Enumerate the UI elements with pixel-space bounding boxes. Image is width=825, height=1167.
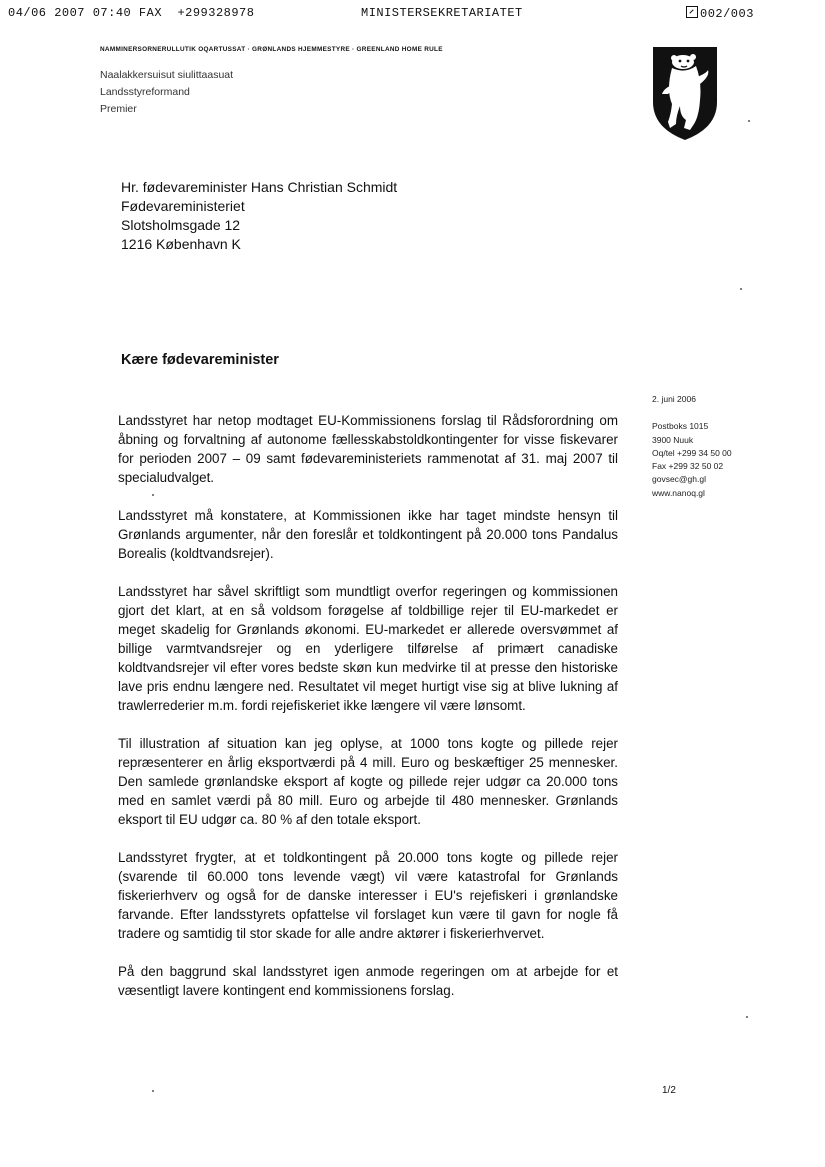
contact-city: 3900 Nuuk xyxy=(652,434,694,445)
body-paragraph: Til illustration af situation kan jeg oplyse, at 1000 tons kogte og pillede rejer repræsenterer en årlig eksportværdi på 4 mill. Euro og beskæftiger 25 mennesker. Den samlede grønlandske eksport af kogte og pillede rejer udgør ca 20.000 tons med en samlet værdi på 80 mill. Euro og arbejde til 480 mennesker. Grønlands eksport til EU udgør ca. 80 % af den totale eksport. xyxy=(118,736,618,827)
recipient-ministry: Fødevareministeriet xyxy=(121,198,245,214)
recipient-name: Hr. fødevareminister Hans Christian Schmidt xyxy=(121,179,398,195)
letter-date: 2. juni 2006 xyxy=(652,394,696,404)
contact-block xyxy=(652,420,732,500)
contact-phone: Oq/tel +299 34 50 00 xyxy=(652,447,732,458)
polar-bear-coat-of-arms-icon xyxy=(650,44,720,142)
organization-name: NAMMINERSORNERULLUTIK OQARTUSSAT · GRØNLANDS HJEMMESTYRE · GREENLAND HOME RULE xyxy=(100,46,443,53)
letter-body xyxy=(118,411,618,1019)
recipient-address xyxy=(121,178,397,254)
body-paragraph: Landsstyret har netop modtaget EU-Kommissionens forslag til Rådsforordning om åbning og forvaltning af autonome fællesskabstoldkontingenter for visse fiskevarer for perioden 2007 – 09 samt fødevareministeriets rammenotat af 31. maj 2007 til specialudvalget. xyxy=(118,413,618,485)
scan-speck xyxy=(746,1016,748,1018)
contact-email: govsec@gh.gl xyxy=(652,474,706,485)
fax-header xyxy=(0,6,825,22)
scan-speck xyxy=(740,288,742,290)
fax-datetime: 04/06 2007 07:40 FAX +299328978 xyxy=(8,6,255,20)
fax-checkbox-icon xyxy=(686,6,698,18)
body-paragraph: Landsstyret har såvel skriftligt som mundtligt overfor regeringen og kommissionen gjort det klart, at en så voldsom forøgelse af toldbillige rejer til EU-markedet er meget skadelig for Grønlands økonomi. EU-markedet er allerede oversvømmet af billige varmtvandsrejer og en yderligere tilførelse af primært canadiske koldtvandsrejer vil efter vores bedste skøn kun medvirke til at presse den historiske lave pris endnu længere ned. Resultatet vil meget hurtigt vise sig at blive lukning af trawlerrederier m.m. fordi rejefiskeriet ikke længere vil være lønsomt. xyxy=(118,584,618,713)
office-line-greenlandic: Naalakkersuisut siulittaasuat xyxy=(100,69,234,81)
scan-speck xyxy=(152,1090,154,1092)
scan-speck xyxy=(748,120,750,122)
page-number: 1/2 xyxy=(662,1085,676,1096)
fax-sender: MINISTERSEKRETARIATET xyxy=(361,6,523,20)
fax-page-indicator: 002/003 xyxy=(686,6,754,21)
recipient-city: 1216 København K xyxy=(121,236,241,252)
office-line-english: Premier xyxy=(100,103,137,115)
body-paragraph: På den baggrund skal landsstyret igen anmode regeringen om at arbejde for et væsentligt lavere kontingent end kommissionens forslag. xyxy=(118,964,618,998)
recipient-street: Slotsholmsgade 12 xyxy=(121,217,241,233)
body-paragraph: Landsstyret må konstatere, at Kommissionen ikke har taget mindste hensyn til Grønlands argumenter, når den foreslår et toldkontingent på 20.000 tons Pandalus Borealis (koldtvandsrejer). xyxy=(118,508,618,561)
body-paragraph: Landsstyret frygter, at et toldkontingent på 20.000 tons kogte og pillede rejer (svarende til 60.000 tons levende vægt) vil være katastrofal for Grønlands fiskerierhverv og også for de danske interesser i EU's rejefiskeri i grønlandske farvande. Efter landsstyrets opfattelse vil forslaget kun være til gavn for nogle få tradere og samtidig til stor skade for alle andre aktører i fiskerierhvervet. xyxy=(118,850,618,941)
contact-postbox: Postboks 1015 xyxy=(652,421,709,432)
contact-website: www.nanoq.gl xyxy=(652,487,705,498)
contact-fax: Fax +299 32 50 02 xyxy=(652,461,724,472)
scan-speck xyxy=(152,494,154,496)
salutation: Kære fødevareminister xyxy=(121,352,279,368)
sender-sidebar xyxy=(652,393,732,500)
office-line-danish: Landsstyreformand xyxy=(100,86,190,98)
office-title-block xyxy=(100,67,233,118)
